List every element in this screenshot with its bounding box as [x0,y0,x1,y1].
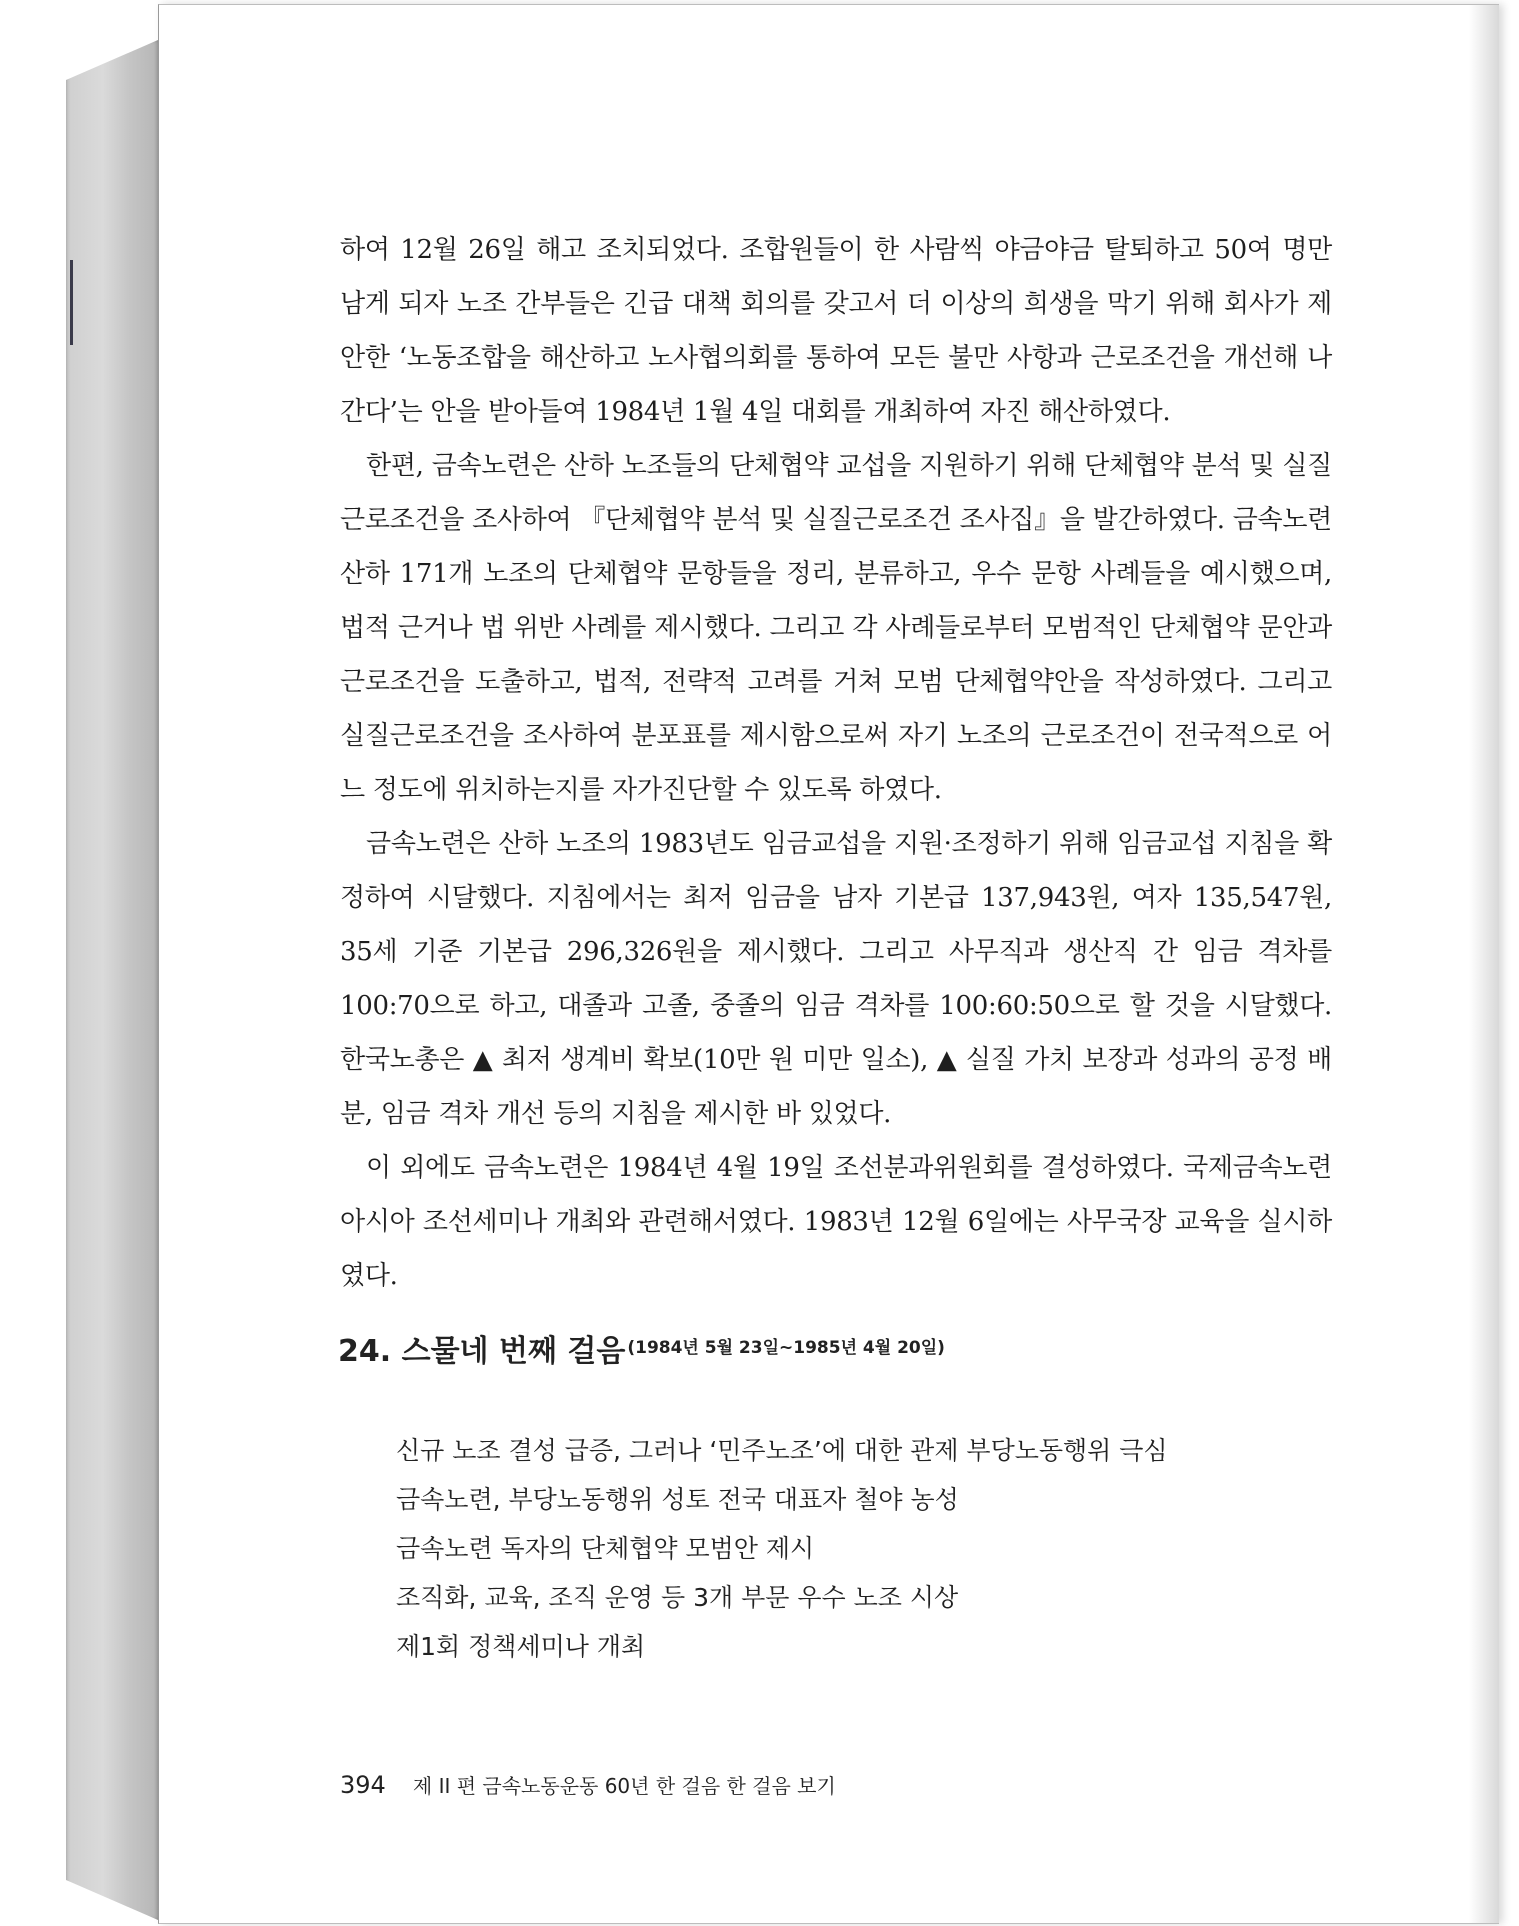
summary-item: 조직화, 교육, 조직 운영 등 3개 부문 우수 노조 시상 [396,1583,959,1612]
summary-item: 제1회 정책세미나 개최 [396,1632,646,1661]
paragraph-2: 한편, 금속노련은 산하 노조들의 단체협약 교섭을 지원하기 위해 단체협약 분석 및 실질근로조건을 조사하여 『단체협약 분석 및 실질근로조건 조사집』을 발간하였다. 금속노련 산하 171개 노조의 단체협약 문항들을 정리, 분류하고, 우수 문항 사례들을 예시했으며, 법적 근거나 법 위반 사례를 제시했다. 그리고 각 사례들로부터 모범적인 단체협약 문안과 근로조건을 도출하고, 법적, 전략적 고려를 거쳐 모범 단체협약안을 작성하였다. 그리고 실질근로조건을 조사하여 분포표를 제시함으로써 자기 노조의 근로조건이 전국적으로 어느 정도에 위치하는지를 자가진단할 수 있도록 하였다. [340,451,1332,805]
section-summary-list [396,1426,1168,1671]
summary-item: 신규 노조 결성 급증, 그러나 ‘민주노조’에 대한 관제 부당노동행위 극심 [396,1436,1168,1465]
page-gutter-shadow [1469,5,1499,1923]
page-footer [340,1770,836,1799]
paragraph-4: 이 외에도 금속노련은 1984년 4월 19일 조선분과위원회를 결성하였다. 국제금속노련 아시아 조선세미나 개최와 관련해서였다. 1983년 12월 6일에는 사무국장 교육을 실시하였다. [340,1153,1332,1291]
paragraph-3: 금속노련은 산하 노조의 1983년도 임금교섭을 지원·조정하기 위해 임금교섭 지침을 확정하여 시달했다. 지침에서는 최저 임금을 남자 기본급 137,943원, 여자 135,547원, 35세 기준 기본급 296,326원을 제시했다. 그리고 사무직과 생산직 간 임금 격차를 100:70으로 하고, 대졸과 고졸, 중졸의 임금 격차를 100:60:50으로 할 것을 시달했다. 한국노총은 ▲ 최저 생계비 확보(10만 원 미만 일소), ▲ 실질 가치 보장과 성과의 공정 배분, 임금 격차 개선 등의 지침을 제시한 바 있었다. [340,829,1332,1129]
paragraph-1: 하여 12월 26일 해고 조치되었다. 조합원들이 한 사람씩 야금야금 탈퇴하고 50여 명만 남게 되자 노조 간부들은 긴급 대책 회의를 갖고서 더 이상의 희생을 막기 위해 회사가 제안한 ‘노동조합을 해산하고 노사협의회를 통하여 모든 불만 사항과 근로조건을 개선해 나간다’는 안을 받아들여 1984년 1월 4일 대회를 개최하여 자진 해산하였다. [340,235,1332,427]
bookmark-ribbon [70,260,73,345]
page-number: 394 [340,1771,386,1799]
summary-item: 금속노련, 부당노동행위 성토 전국 대표자 철야 농성 [396,1485,959,1514]
book-page-edges [66,40,158,1920]
section-period: (1984년 5월 23일~1985년 4월 20일) [627,1338,945,1358]
body-text [340,223,1332,1303]
running-title: 제 II 편 금속노동운동 60년 한 걸음 한 걸음 보기 [412,1774,836,1798]
section-heading [338,1326,945,1370]
section-title: 24. 스물네 번째 걸음 [338,1334,626,1369]
summary-item: 금속노련 독자의 단체협약 모범안 제시 [396,1534,815,1563]
